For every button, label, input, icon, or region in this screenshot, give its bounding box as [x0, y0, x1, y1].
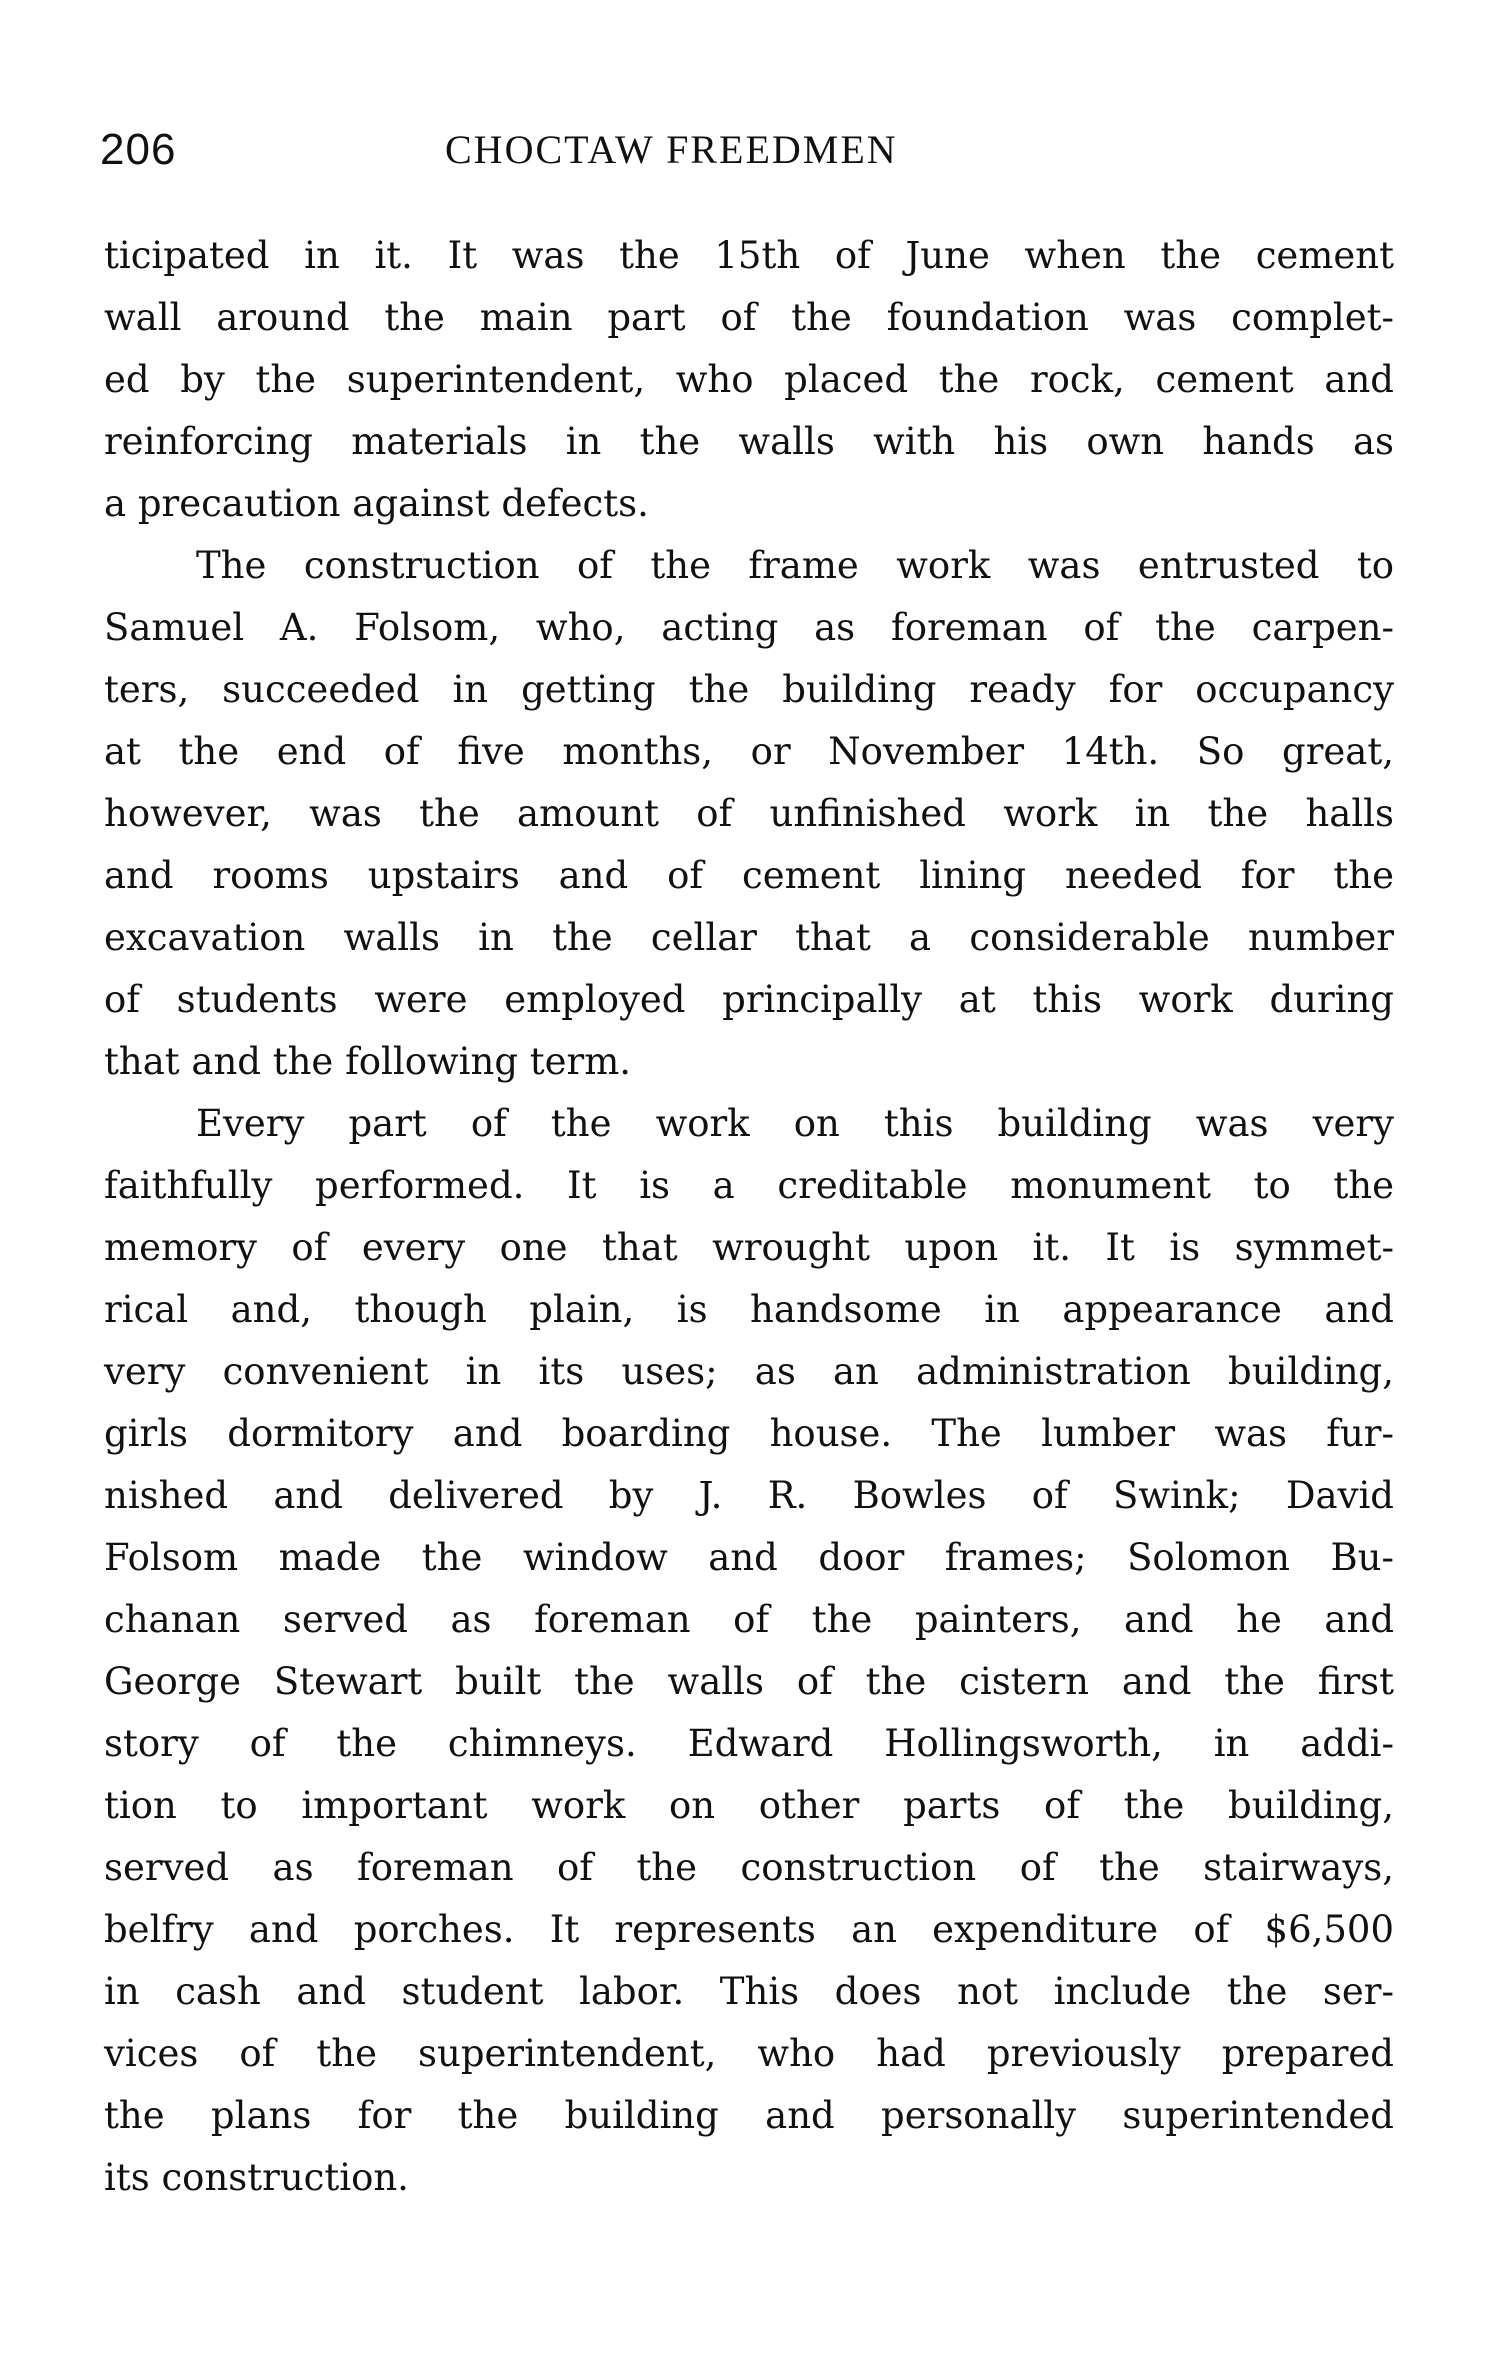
text-line: story of the chimneys. Edward Hollingsworth, in addi- [104, 1722, 1394, 1765]
text-line: and rooms upstairs and of cement lining needed for the [104, 854, 1394, 897]
text-line: faithfully performed. It is a creditable monument to the [104, 1164, 1394, 1207]
text-line: served as foreman of the construction of the stairways, [104, 1846, 1394, 1889]
text-line: belfry and porches. It represents an expenditure of $6,500 [104, 1908, 1394, 1951]
text-line: reinforcing materials in the walls with his own hands as [104, 420, 1394, 463]
text-line: the plans for the building and personally superintended [104, 2094, 1394, 2137]
text-line: ticipated in it. It was the 15th of June when the cement [104, 234, 1394, 277]
text-line: girls dormitory and boarding house. The lumber was fur- [104, 1412, 1394, 1455]
running-title: CHOCTAW FREEDMEN [445, 127, 898, 172]
text-line: The construction of the frame work was entrusted to [196, 544, 1394, 587]
running-header [100, 120, 1020, 180]
paragraph-1 [104, 225, 1394, 535]
text-line: at the end of five months, or November 14th. So great, [104, 730, 1394, 773]
text-line: George Stewart built the walls of the cistern and the first [104, 1660, 1394, 1703]
text-line: tion to important work on other parts of the building, [104, 1784, 1394, 1827]
text-line: ters, succeeded in getting the building ready for occupancy [104, 668, 1394, 711]
text-line: however, was the amount of unfinished work in the halls [104, 792, 1394, 835]
text-line: in cash and student labor. This does not include the ser- [104, 1970, 1394, 2013]
text-line: a precaution against defects. [104, 482, 649, 525]
text-line: nished and delivered by J. R. Bowles of Swink; David [104, 1474, 1394, 1517]
text-line: of students were employed principally at this work during [104, 978, 1394, 1021]
text-line: ed by the superintendent, who placed the rock, cement and [104, 358, 1394, 401]
text-line: wall around the main part of the foundation was complet- [104, 296, 1394, 339]
text-line: excavation walls in the cellar that a considerable number [104, 916, 1394, 959]
text-line: very convenient in its uses; as an administration building, [104, 1350, 1394, 1393]
text-line: memory of every one that wrought upon it. It is symmet- [104, 1226, 1394, 1269]
text-line: its construction. [104, 2156, 409, 2199]
text-line: chanan served as foreman of the painters, and he and [104, 1598, 1394, 1641]
paragraph-2 [104, 535, 1394, 1093]
text-line: Folsom made the window and door frames; Solomon Bu- [104, 1536, 1394, 1579]
text-line: that and the following term. [104, 1040, 632, 1083]
page-number: 206 [100, 125, 177, 174]
body-text [104, 225, 1394, 2209]
paragraph-3 [104, 1093, 1394, 2209]
text-line: Samuel A. Folsom, who, acting as foreman of the carpen- [104, 606, 1394, 649]
text-line: vices of the superintendent, who had previously prepared [104, 2032, 1394, 2075]
text-line: Every part of the work on this building was very [196, 1102, 1394, 1145]
text-line: rical and, though plain, is handsome in appearance and [104, 1288, 1394, 1331]
